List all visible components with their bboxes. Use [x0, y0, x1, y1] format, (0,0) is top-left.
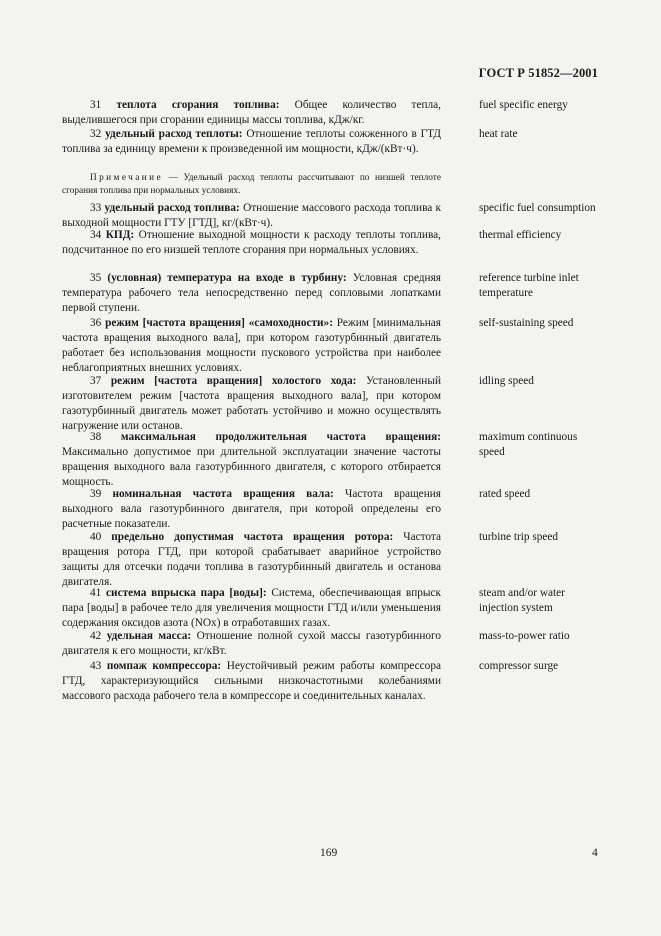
english-equivalent: self-sustaining speed — [479, 317, 574, 329]
term-definition — [62, 530, 441, 590]
term-name: удельная масса: — [106, 630, 192, 642]
term-definition — [62, 374, 441, 434]
term-name: теплота сгорания топлива: — [116, 99, 280, 111]
term-text: Режим [минимальная частота вращения выходного вала], при котором газотурбинный двигатель работает без использования мощности пускового устройства при наиболее неблагоприятных внешних условиях. — [62, 317, 442, 374]
term-name: КПД: — [105, 229, 135, 241]
term-name: удельный расход топлива: — [104, 202, 240, 214]
term-number: 42 — [90, 630, 102, 642]
term-name: номинальная частота вращения вала: — [112, 488, 334, 500]
term-number: 37 — [90, 375, 102, 387]
term-text: Отношение массового расхода топлива к выходной мощности ГТУ [ГТД], кг/(кВт·ч). — [62, 202, 442, 229]
term-text: Система, обеспечивающая впрыск пара [воды] в рабочее тело для увеличения мощности ГТД и/или уменьшения содержания оксидов азота (NOx) в отработавших газах. — [62, 587, 442, 629]
english-equivalent: steam and/or water injection system — [479, 587, 565, 614]
term-name: система впрыска пара [воды]: — [106, 587, 267, 599]
term-number: 31 — [90, 99, 102, 111]
term-definition — [62, 430, 441, 490]
english-equivalent: thermal efficiency — [479, 229, 562, 241]
term-number: 39 — [90, 488, 102, 500]
note — [62, 172, 441, 198]
term-definition — [62, 586, 441, 631]
term-definition — [62, 228, 441, 258]
term-text: Условная средняя температура рабочего тела непосредственно перед сопловыми лопатками первой ступени. — [62, 272, 441, 314]
term-definition — [62, 316, 441, 376]
english-equivalent: turbine trip speed — [479, 531, 559, 543]
term-number: 32 — [90, 128, 102, 140]
term-number: 40 — [90, 531, 102, 543]
english-equivalent: maximum continuous speed — [479, 431, 578, 458]
english-equivalent: specific fuel consumption — [479, 202, 596, 214]
term-name: (условная) температура на входе в турбину: — [107, 272, 347, 284]
term-definition — [62, 659, 441, 704]
page-number: 169 — [320, 847, 338, 859]
english-equivalent: heat rate — [479, 128, 518, 140]
term-name: предельно допустимая частота вращения ротора: — [111, 531, 394, 543]
term-number: 43 — [90, 660, 102, 672]
term-number: 33 — [90, 202, 102, 214]
english-equivalent: fuel specific energy — [479, 99, 568, 111]
term-text: Частота вращения ротора ГТД, при которой срабатывает аварийное устройство защиты для отсечки подачи топлива в газотурбинный двигатель и останова двигателя. — [62, 531, 442, 588]
english-equivalent: mass-to-power ratio — [479, 630, 570, 642]
term-definition — [62, 98, 441, 128]
term-name: помпаж компрессора: — [106, 660, 222, 672]
term-definition — [62, 629, 441, 659]
term-number: 35 — [90, 272, 102, 284]
english-equivalent: rated speed — [479, 488, 531, 500]
term-text: Отношение выходной мощности к расходу теплоты топлива, подсчитанное по его низшей теплоте сгорания при нормальных условиях. — [62, 229, 441, 256]
term-number: 38 — [90, 431, 102, 443]
term-definition — [62, 127, 441, 157]
sheet-number: 4 — [592, 847, 598, 859]
term-number: 41 — [90, 587, 102, 599]
term-text: Отношение полной сухой массы газотурбинного двигателя к его мощности, кг/кВт. — [62, 630, 442, 657]
note-label: Примечание — [90, 173, 163, 183]
term-definition — [62, 487, 441, 532]
english-equivalent: compressor surge — [479, 660, 559, 672]
term-definition — [62, 201, 441, 231]
term-text: Установленный изготовителем режим [частота вращения выходного вала], при котором газотурбинный двигатель может работать устойчиво и можно осуществлять нагружение или останов. — [62, 375, 441, 432]
term-text: Частота вращения выходного вала газотурбинного двигателя, при которой определены его расчетные показатели. — [62, 488, 441, 530]
term-number: 34 — [90, 229, 102, 241]
english-equivalent: reference turbine inlet temperature — [479, 272, 579, 299]
term-definition — [62, 271, 441, 316]
term-name: максимальная продолжительная частота вращения: — [120, 431, 441, 443]
term-text: Максимально допустимое при длительной эксплуатации значение частоты вращения выходного вала газотурбинного двигателя, с которого отбирается мощность. — [62, 446, 441, 488]
term-text: Отношение теплоты сожженного в ГТД топлива за единицу времени к произведенной им мощности, кДж/(кВт·ч). — [62, 128, 442, 155]
term-name: удельный расход теплоты: — [105, 128, 243, 140]
term-text: Неустойчивый режим работы компрессора ГТД, характеризующийся сильными низкочастотными колебаниями массового расхода рабочего тела в компрессоре и соединительных каналах. — [62, 660, 441, 702]
term-text: Общее количество тепла, выделившегося при сгорании единицы массы топлива, кДж/кг. — [62, 99, 441, 126]
term-name: режим [частота вращения] холостого хода: — [110, 375, 357, 387]
english-equivalent: idling speed — [479, 375, 534, 387]
standard-designation: ГОСТ Р 51852—2001 — [478, 66, 598, 80]
term-name: режим [частота вращения] «самоходности»: — [105, 317, 333, 329]
term-number: 36 — [90, 317, 102, 329]
note-text: — Удельный расход теплоты рассчитывают по низшей теплоте сгорания топлива при нормальных условиях. — [62, 173, 441, 196]
